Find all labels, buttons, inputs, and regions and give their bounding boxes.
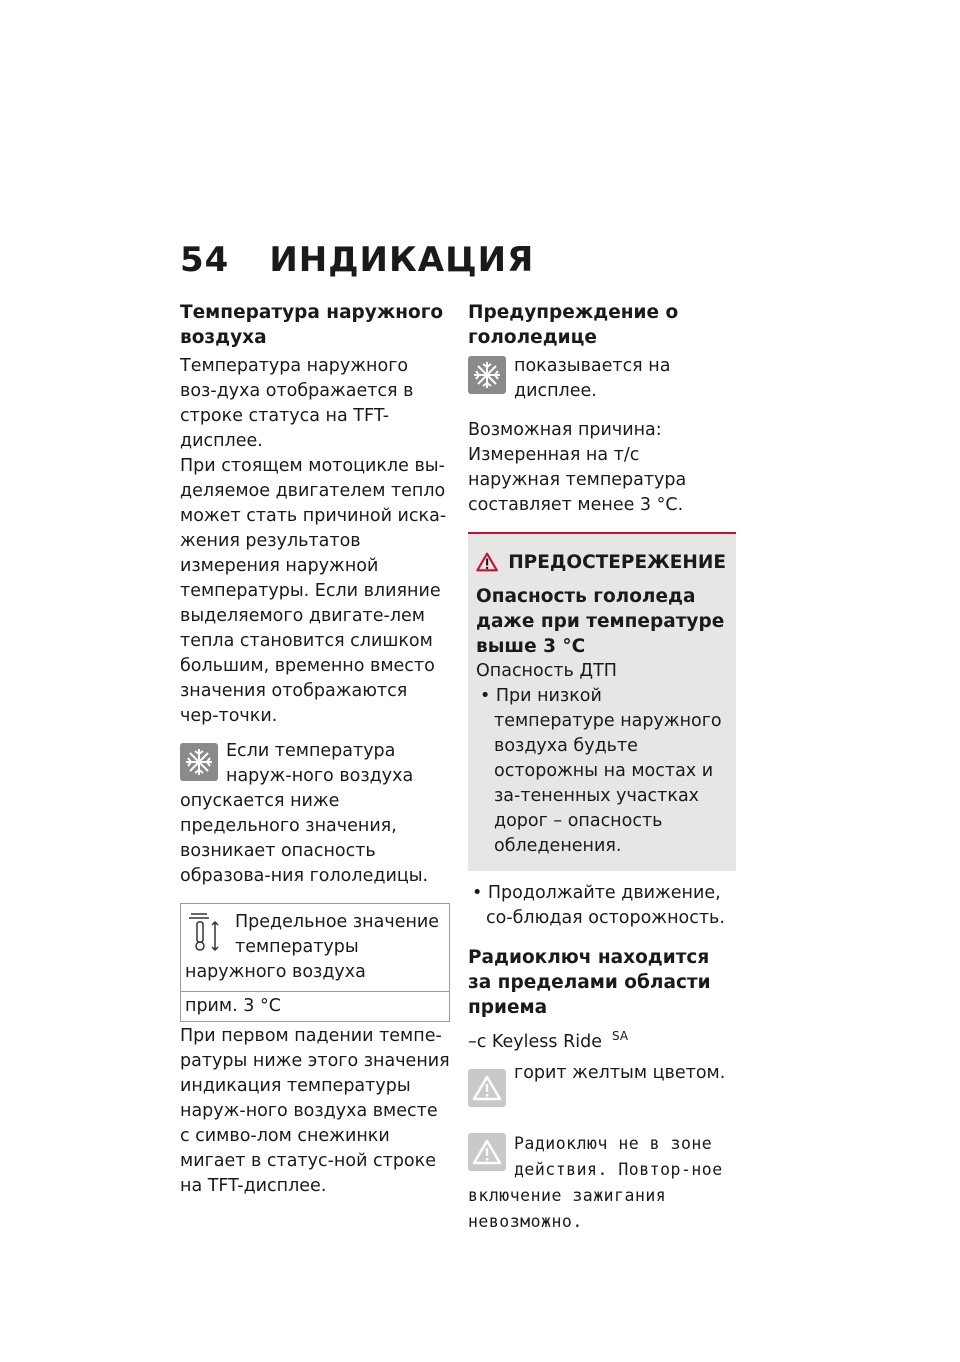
text-outside-1: Температура наружного воз-духа отображается в строке статуса на TFT-дисплее. <box>180 356 414 451</box>
section-title: ИНДИКАЦИЯ <box>269 240 535 280</box>
heading-outside-temp: Температура наружного воздуха <box>180 302 444 348</box>
heading-key-outside: Радиоключ находится за пределами области приема <box>468 947 711 1018</box>
warning-icon <box>468 1069 506 1107</box>
warning-icon <box>468 1133 506 1171</box>
warning-triangle-icon <box>476 548 498 576</box>
warning-title <box>476 548 726 576</box>
warning-bullet: • При низкой температуре наружного воздуха будьте осторожны на мостах и за-тененных участках дорог – опасность обледенения. <box>480 686 722 856</box>
thermometer-icon <box>185 910 229 954</box>
page-number: 54 <box>180 240 230 280</box>
right-column <box>468 300 736 1235</box>
snowflake-icon <box>468 356 506 394</box>
spec-label: Предельное значение температуры наружного воздуха <box>185 912 440 982</box>
snowflake-icon <box>180 743 218 781</box>
spec-table <box>180 903 450 1022</box>
text-display-message: Радиоключ не в зоне действия. Повтор-ное включение зажигания невозможно. <box>468 1133 723 1231</box>
warning-box <box>468 532 736 871</box>
warning-title-text: ПРЕДОСТЕРЕЖЕНИЕ <box>508 551 726 573</box>
text-first-drop: При первом падении темпе-ратуры ниже этого значения индикация температуры наруж-ного воздуха вместе с симво-лом снежинки мигает в статус-ной строке на TFT-дисплее. <box>180 1026 450 1196</box>
warning-subtitle: Опасность гололеда даже при температуре выше 3 °C <box>476 586 725 657</box>
text-snow: Если температура наруж-ного воздуха опускается ниже предельного значения, возникает опасность образова-ния гололедицы. <box>180 741 429 886</box>
warning-danger: Опасность ДТП <box>476 661 617 681</box>
text-ice-shown: показывается на дисплее. <box>514 356 671 401</box>
spec-header <box>181 904 449 992</box>
heading-ice-warning: Предупреждение о гололедице <box>468 302 679 348</box>
keyless-line: –с Keyless Ride $^{SA}$ <box>468 1029 629 1052</box>
text-cause-label: Возможная причина: <box>468 420 662 440</box>
text-cause: Измеренная на т/с наружная температура составляет менее 3 °C. <box>468 445 687 515</box>
left-column <box>180 300 450 1199</box>
mono-block <box>468 1131 736 1235</box>
spec-value: прим. 3 °C <box>185 996 281 1016</box>
keyless-tag: SA <box>611 1029 629 1043</box>
page-header <box>180 240 534 280</box>
text-outside-2: При стоящем мотоцикле вы-деляемое двигателем тепло может стать причиной иска-жения результатов измерения наружной температуры. Если влияние выделяемого двигате-лем тепла становится слишком большим, временно вместо значения отображаются чер-точки. <box>180 456 447 726</box>
text-yellow: горит желтым цветом. <box>514 1062 726 1083</box>
bullet-continue: • Продолжайте движение, со-блюдая осторожность. <box>472 883 725 928</box>
